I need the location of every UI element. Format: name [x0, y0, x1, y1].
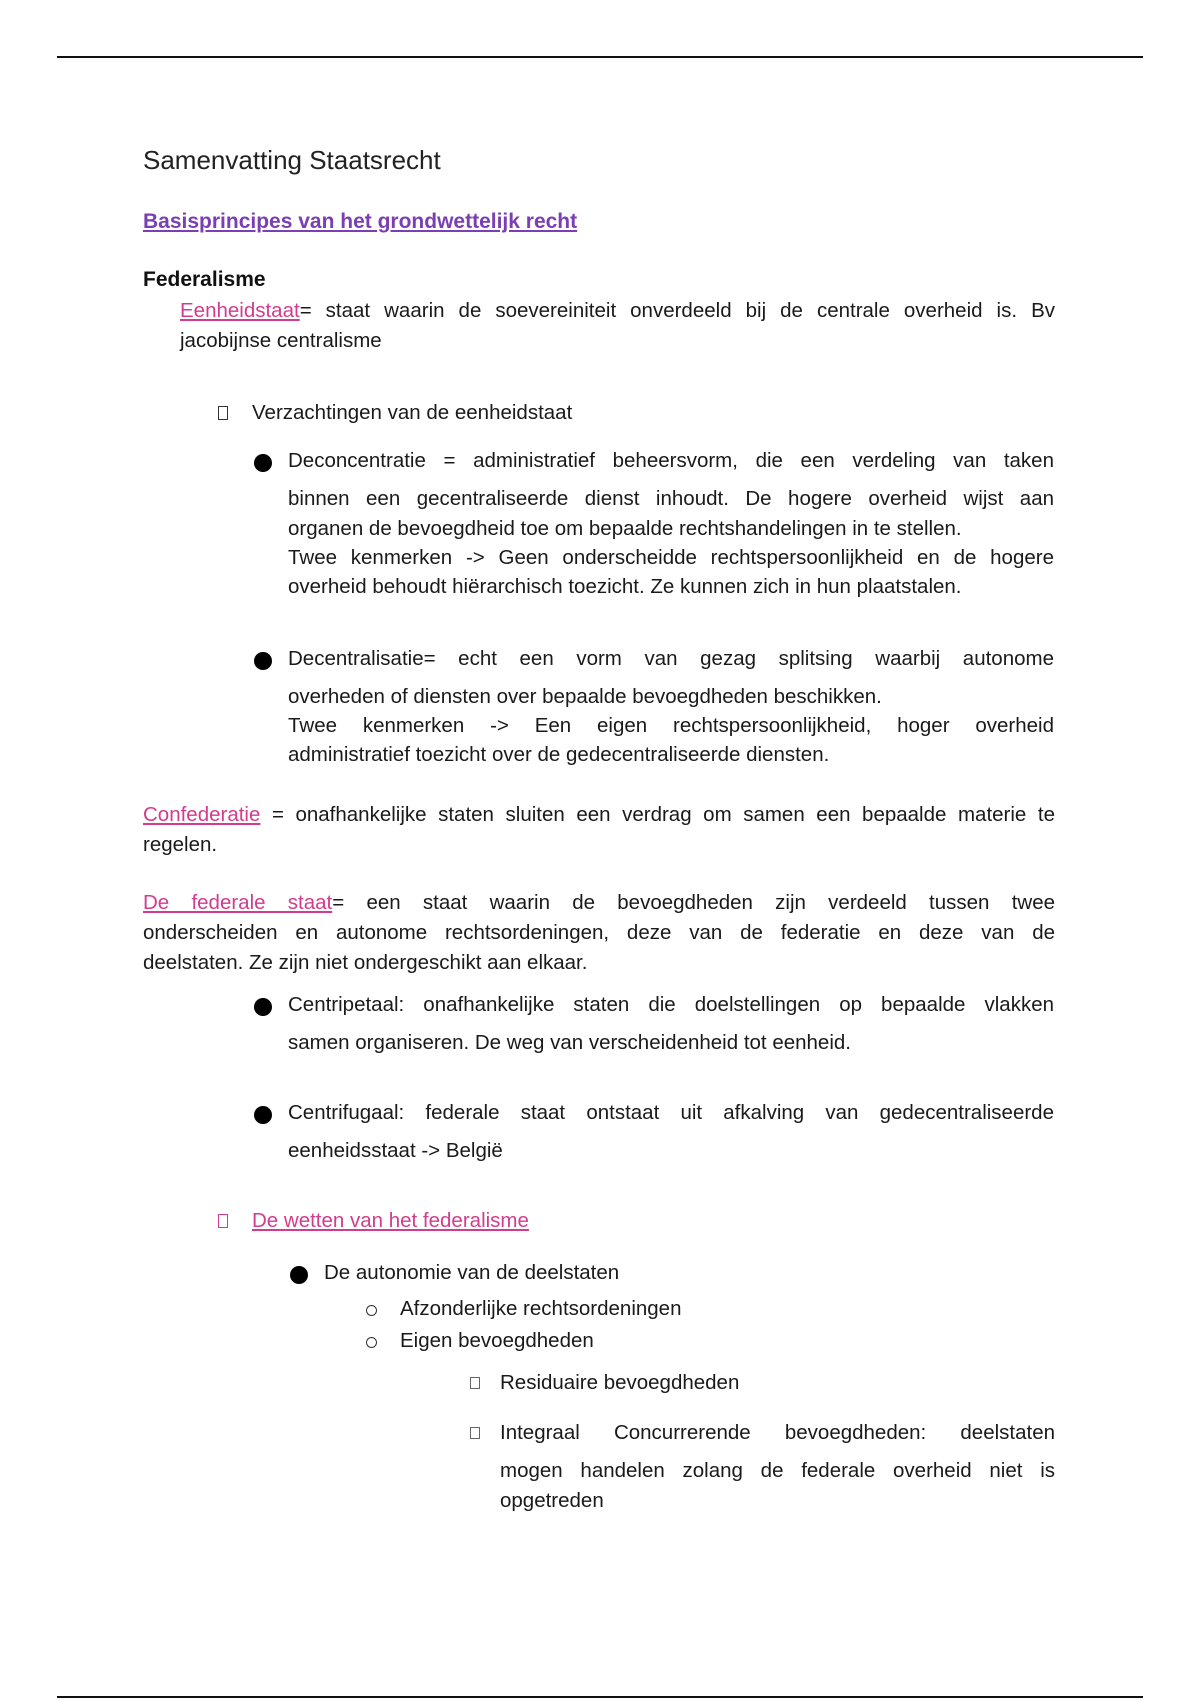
hollow-bullet-icon [366, 1337, 377, 1348]
filled-bullet-icon [254, 1106, 272, 1124]
filled-bullet-icon [254, 998, 272, 1016]
deconcentratie-text: Deconcentratie = administratief beheersvorm, die een verdeling van taken binnen een gecentraliseerde dienst inhoudt. De hogere overheid wijst aan organen de bevoegdheid toe om bepaalde rechtshandelingen in te stellen. Twee kenmerken -> Geen onderscheidde rechtspersoonlijkheid en de hogere overheid behoudt hiërarchisch toezicht. Ze kunnen zich in hun plaatstalen. [288, 449, 1054, 598]
small-square-bullet-icon [470, 1427, 480, 1439]
centripetaal-text: Centripetaal: onafhankelijke staten die doelstellingen op bepaalde vlakken samen organiseren. De weg van verscheidenheid tot eenheid. [288, 993, 1054, 1054]
section-heading: Basisprincipes van het grondwettelijk recht [143, 210, 578, 233]
filled-bullet-icon [290, 1266, 308, 1284]
confederatie-definition: Confederatie = onafhankelijke staten sluiten een verdrag om samen een bepaalde materie te regelen. [143, 803, 1055, 856]
header-rule [57, 56, 1143, 58]
filled-bullet-icon [254, 454, 272, 472]
verzachtingen-label: Verzachtingen van de eenheidstaat [252, 401, 573, 424]
hollow-bullet-icon [366, 1305, 377, 1316]
filled-bullet-icon [254, 652, 272, 670]
eenheidstaat-line-1: Eenheidstaat= staat waarin de soevereiniteit onverdeeld bij de centrale overheid is. Bv [180, 299, 1055, 322]
sub-heading-federalisme: Federalisme [143, 268, 266, 291]
integraal-text: Integraal Concurrerende bevoegdheden: deelstaten mogen handelen zolang de federale overheid niet is opgetreden [500, 1421, 1055, 1512]
term-federale-staat: De federale staat [143, 891, 333, 914]
square-bullet-icon [218, 1214, 228, 1228]
term-confederatie: Confederatie [143, 803, 261, 826]
autonomie-label: De autonomie van de deelstaten [324, 1261, 620, 1284]
eenheidstaat-definition [180, 296, 1055, 356]
decentralisatie-text: Decentralisatie= echt een vorm van gezag splitsing waarbij autonome overheden of diensten over bepaalde bevoegdheden beschikken. Twee kenmerken -> Een eigen rechtspersoonlijkheid, hoger overheid administratief toezicht over de gedecentraliseerde diensten. [288, 647, 1054, 766]
footer-rule [57, 1696, 1143, 1698]
square-bullet-icon [218, 406, 228, 420]
document-title: Samenvatting Staatsrecht [143, 145, 441, 175]
small-square-bullet-icon [470, 1377, 480, 1389]
eenheidstaat-line-2: jacobijnse centralisme [180, 329, 382, 352]
wetten-label: De wetten van het federalisme [252, 1209, 529, 1232]
term-eenheidstaat: Eenheidstaat [180, 299, 300, 322]
federale-staat-definition: De federale staat= een staat waarin de bevoegdheden zijn verdeeld tussen twee onderscheiden en autonome rechtsordeningen, deze van de federatie en deze van de deelstaten. Ze zijn niet ondergeschikt aan elkaar. [143, 891, 1055, 974]
centrifugaal-text: Centrifugaal: federale staat ontstaat uit afkalving van gedecentraliseerde eenheidsstaat -> België [288, 1101, 1054, 1162]
